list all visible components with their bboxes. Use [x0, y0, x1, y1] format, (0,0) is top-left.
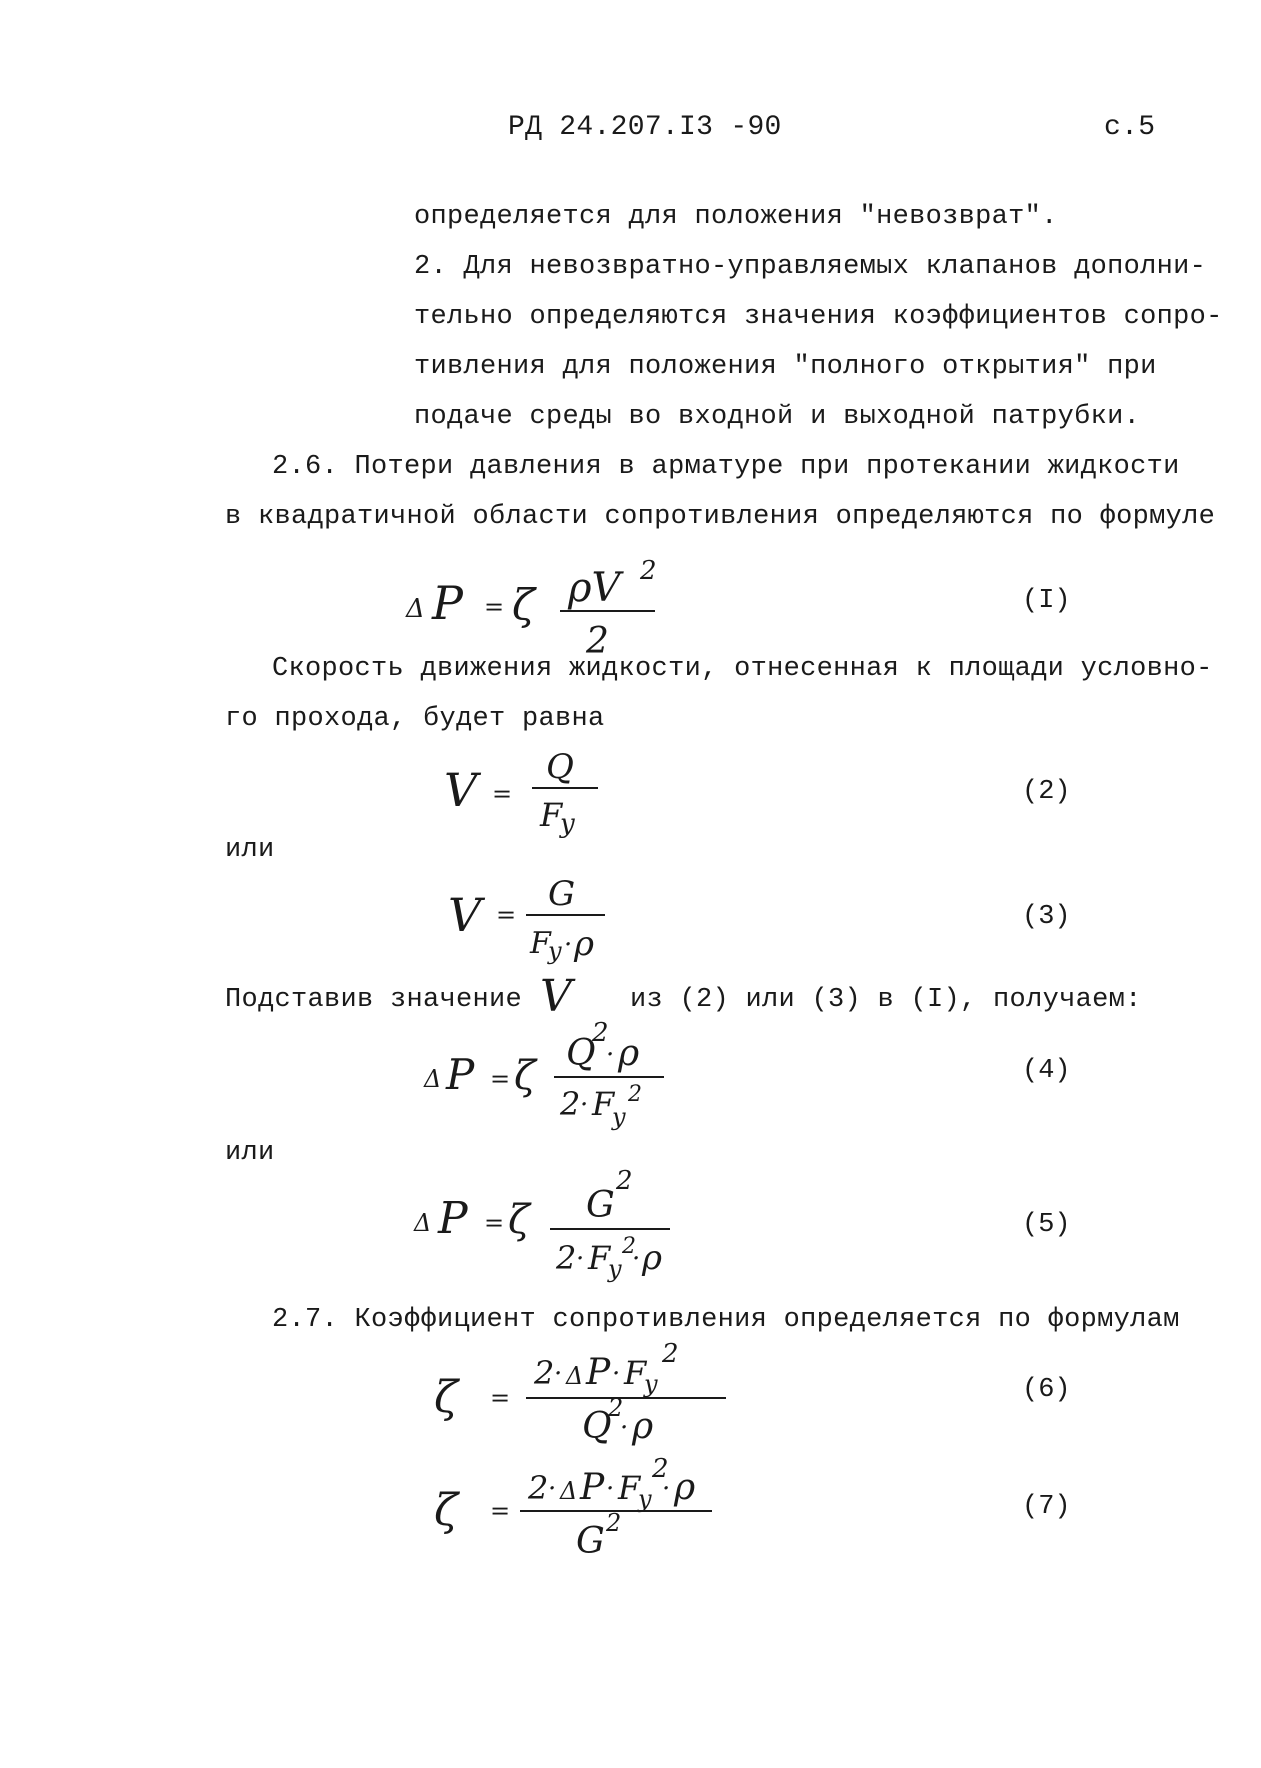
svg-text:·: ·	[564, 930, 573, 960]
equation-number: (2)	[1022, 777, 1071, 807]
equation-number: (4)	[1022, 1056, 1071, 1086]
svg-text:Δ: Δ	[414, 1209, 432, 1237]
svg-text:2: 2	[592, 1018, 609, 1048]
svg-text:·: ·	[606, 1474, 615, 1504]
svg-text:V: V	[540, 971, 572, 1022]
svg-text:G: G	[586, 1185, 615, 1226]
svg-text:ζ: ζ	[512, 580, 535, 629]
paragraph-line: Скорость движения жидкости, отнесенная к площади условно-	[272, 654, 1213, 684]
svg-text:2: 2	[616, 1166, 633, 1196]
svg-text:ζ: ζ	[514, 1053, 536, 1099]
paragraph-line: Подставив значение	[225, 985, 523, 1015]
svg-text:=: =	[490, 1384, 511, 1412]
svg-text:Q: Q	[546, 747, 574, 787]
paragraph-line: тельно определяются значения коэффициентов сопро-	[414, 302, 1223, 332]
document-number: РД 24.207.I3 -90	[508, 112, 782, 143]
svg-text:ρ: ρ	[618, 1033, 640, 1074]
svg-text:=: =	[492, 780, 513, 808]
paragraph-line: тивления для положения "полного открытия" при	[414, 352, 1157, 382]
svg-text:ρV: ρV	[568, 565, 621, 611]
svg-text:F: F	[592, 1085, 615, 1123]
svg-text:=: =	[484, 593, 505, 621]
svg-text:ζ: ζ	[434, 1372, 458, 1423]
svg-text:y: y	[548, 937, 562, 965]
equation-number: (5)	[1022, 1210, 1071, 1240]
svg-text:Δ: Δ	[560, 1477, 578, 1505]
svg-text:F: F	[540, 796, 563, 834]
svg-text:Δ: Δ	[566, 1362, 584, 1390]
equation-7	[430, 1455, 1100, 1565]
equation-6	[430, 1340, 1100, 1450]
equation-2	[440, 740, 1100, 840]
svg-text:·: ·	[662, 1474, 671, 1504]
page-number: с.5	[1104, 112, 1156, 143]
svg-text:2: 2	[586, 621, 609, 662]
svg-text:F: F	[618, 1469, 641, 1507]
svg-text:Δ: Δ	[424, 1065, 442, 1093]
svg-text:P: P	[446, 1050, 475, 1099]
svg-text:y: y	[644, 1370, 658, 1398]
svg-text:y: y	[612, 1103, 626, 1131]
svg-text:G: G	[576, 1521, 605, 1562]
svg-text:=: =	[490, 1065, 511, 1093]
svg-text:y: y	[608, 1255, 622, 1283]
svg-text:ζ: ζ	[434, 1485, 458, 1536]
svg-text:Q: Q	[566, 1033, 596, 1074]
svg-text:2: 2	[556, 1239, 577, 1277]
svg-text:ζ: ζ	[508, 1197, 530, 1243]
svg-text:2: 2	[622, 1234, 636, 1259]
svg-text:V: V	[448, 888, 482, 942]
paragraph-line: го прохода, будет равна	[225, 704, 605, 734]
svg-text:F: F	[588, 1239, 611, 1277]
svg-text:P: P	[432, 576, 463, 630]
svg-text:=: =	[484, 1209, 505, 1237]
paragraph-line: или	[225, 835, 275, 865]
svg-text:2: 2	[560, 1085, 581, 1123]
equation-4	[420, 1015, 1100, 1130]
svg-text:·: ·	[606, 1040, 615, 1070]
svg-text:F: F	[530, 926, 551, 961]
svg-text:ρ: ρ	[632, 1406, 654, 1447]
svg-text:2: 2	[662, 1339, 679, 1369]
svg-text:2: 2	[640, 556, 657, 586]
svg-text:P: P	[580, 1467, 605, 1508]
paragraph-line: 2. Для невозвратно-управляемых клапанов дополни-	[414, 252, 1207, 282]
svg-text:V: V	[444, 763, 478, 817]
svg-text:=: =	[490, 1497, 511, 1525]
svg-text:·: ·	[632, 1244, 641, 1274]
equation-number: (3)	[1022, 902, 1071, 932]
svg-text:2: 2	[606, 1509, 622, 1537]
paragraph-line: в квадратичной области сопротивления определяются по формуле	[225, 502, 1216, 532]
equation-5	[410, 1165, 1100, 1283]
svg-text:·: ·	[554, 1359, 563, 1389]
svg-text:y: y	[560, 809, 575, 839]
svg-text:Δ: Δ	[406, 594, 425, 624]
section-heading-2-7: 2.7. Коэффициент сопротивления определяется по формулам	[272, 1305, 1180, 1335]
equation-3	[440, 865, 1100, 970]
section-heading-2-6: 2.6. Потери давления в арматуре при протекании жидкости	[272, 452, 1180, 482]
svg-text:Q: Q	[582, 1406, 612, 1447]
svg-text:ρ: ρ	[574, 924, 594, 964]
svg-text:=: =	[496, 901, 517, 929]
svg-text:G: G	[548, 874, 576, 914]
paragraph-line: определяется для положения "невозврат".	[414, 202, 1058, 232]
svg-text:·: ·	[548, 1474, 557, 1504]
svg-text:2: 2	[628, 1082, 642, 1107]
svg-text:2: 2	[608, 1394, 624, 1422]
equation-number: (6)	[1022, 1375, 1071, 1405]
paragraph-line: из (2) или (3) в (I), получаем:	[630, 985, 1142, 1015]
svg-text:ρ: ρ	[674, 1467, 696, 1508]
svg-text:·: ·	[580, 1090, 589, 1120]
paragraph-line: подаче среды во входной и выходной патрубки.	[414, 402, 1141, 432]
svg-text:F: F	[624, 1354, 647, 1392]
equation-number: (7)	[1022, 1492, 1071, 1522]
paragraph-line: или	[225, 1138, 275, 1168]
svg-text:2: 2	[534, 1354, 555, 1392]
svg-text:2: 2	[652, 1454, 669, 1484]
equation-1	[400, 555, 1100, 665]
svg-text:y: y	[638, 1485, 652, 1513]
svg-text:·: ·	[576, 1244, 585, 1274]
svg-text:P: P	[438, 1193, 468, 1244]
svg-text:2: 2	[528, 1469, 549, 1507]
svg-text:ρ: ρ	[642, 1238, 662, 1278]
svg-text:·: ·	[612, 1359, 621, 1389]
equation-number: (I)	[1022, 586, 1071, 616]
svg-text:P: P	[586, 1352, 611, 1393]
svg-text:·: ·	[620, 1413, 629, 1443]
